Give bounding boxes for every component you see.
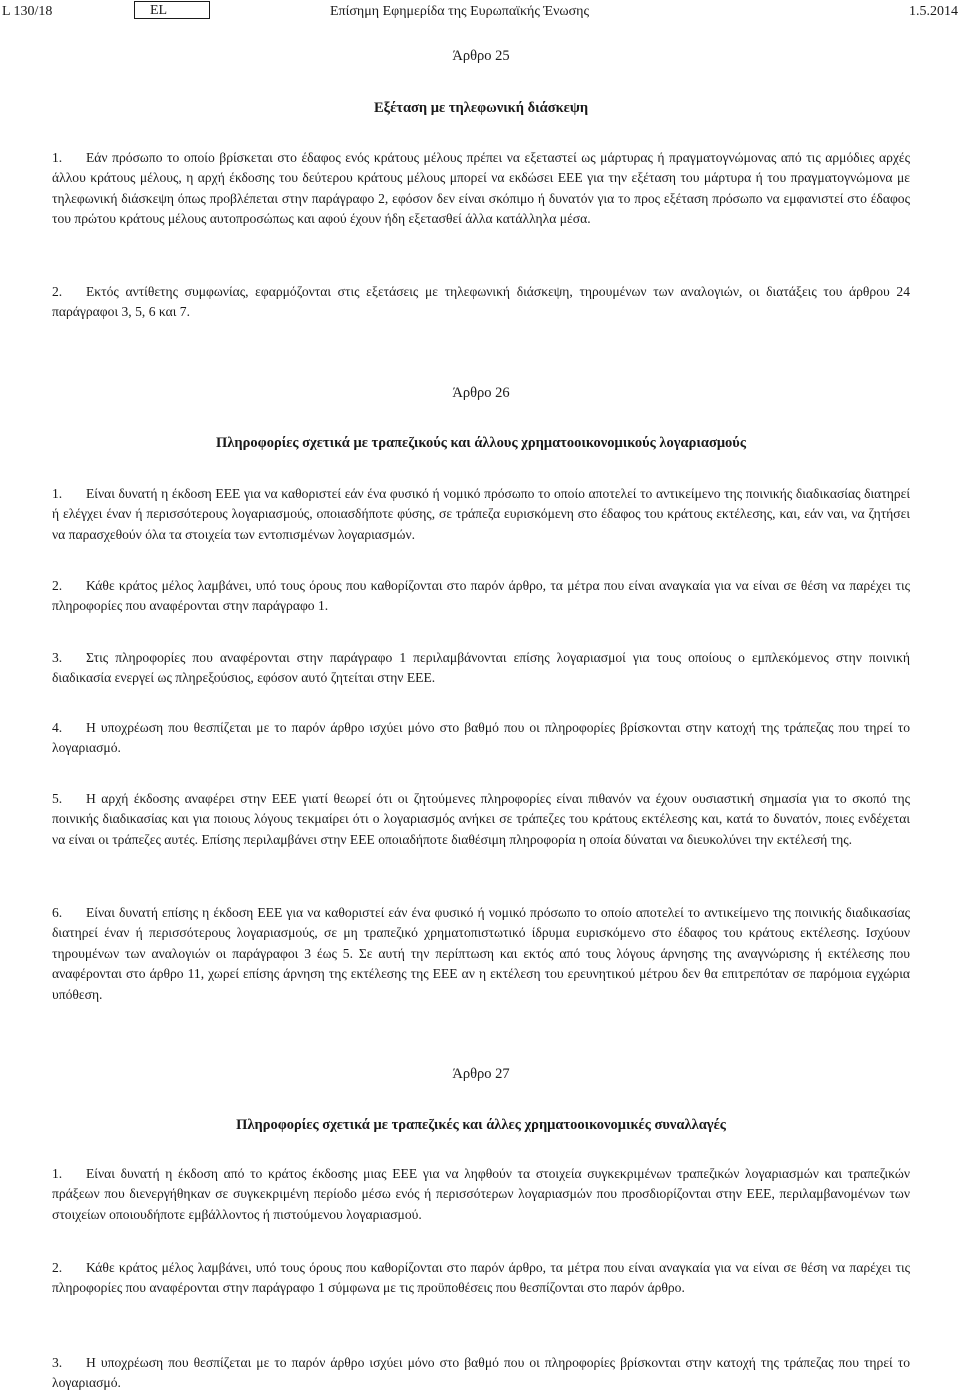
paragraph-number: 3.: [52, 650, 63, 665]
article-27-title: Άρθρο 27: [452, 1066, 510, 1082]
article-27-paragraph-1: [52, 1164, 910, 1225]
paragraph-number: 2.: [52, 578, 63, 593]
article-26-title: Άρθρο 26: [452, 385, 510, 401]
paragraph-text: Η αρχή έκδοσης αναφέρει στην ΕΕΕ γιατί θεωρεί ότι οι ζητούμενες πληροφορίες είναι πιθανόν να έχουν ουσιαστική σημασία για το σκοπό της ποινικής διαδικασίας και για ποιους λόγους τεκμαίρει ότι ο λογαριασμός ανήκει σε τράπεζες του κράτους εκτέλεσης και, κατά το δυνατόν, ποιες ενδέχεται να είναι οι τράπεζες αυτές. Επίσης περιλαμβάνει στην ΕΕΕ οποιαδήποτε διαθέσιμη πληροφορία η οποία δύναται να διευκολύνει την εκτέλεσή της.: [52, 791, 910, 847]
article-26-paragraph-4: [52, 718, 910, 759]
paragraph-text: Στις πληροφορίες που αναφέρονται στην παράγραφο 1 περιλαμβάνονται επίσης λογαριασμοί για τους οποίους ο εμπλεκόμενος στην ποινική διαδικασία ενεργεί ως πληρεξούσιος, εφόσον αυτό ζητείται στην ΕΕΕ.: [52, 650, 910, 686]
language-box: EL: [134, 1, 210, 19]
paragraph-text: Είναι δυνατή η έκδοση ΕΕΕ για να καθοριστεί εάν ένα φυσικό ή νομικό πρόσωπο το οποίο αποτελεί το αντικείμενο της ποινικής διαδικασίας διατηρεί ή ελέγχει έναν ή περισσότερους λογαριασμούς, οποιασδήποτε φύσης, σε τράπεζα ευρισκόμενη στο έδαφος του κράτους εκτέλεσης, και, εάν ναι, να ζητήσει να παρασχεθούν όλα τα στοιχεία των εντοπισμένων λογαριασμών.: [52, 486, 910, 542]
paragraph-text: Κάθε κράτος μέλος λαμβάνει, υπό τους όρους που καθορίζονται στο παρόν άρθρο, τα μέτρα που είναι αναγκαία για να είναι σε θέση να παρέχει τις πληροφορίες που αναφέρονται στην παράγραφο 1.: [52, 578, 910, 614]
article-26-paragraph-3: [52, 648, 910, 689]
paragraph-number: 2.: [52, 1260, 63, 1275]
article-27-paragraph-2: [52, 1258, 910, 1299]
paragraph-number: 1.: [52, 486, 63, 501]
page-reference: L 130/18: [2, 4, 53, 19]
paragraph-text: Εάν πρόσωπο το οποίο βρίσκεται στο έδαφος ενός κράτους μέλους πρέπει να εξεταστεί ως μάρτυρας ή πραγματογνώμονας από τις αρμόδιες αρχές άλλου κράτους μέλους, η αρχή έκδοσης του δεύτερου κράτους μέλους μπορεί να εκδώσει ΕΕΕ για την εξέταση του μάρτυρα ή του πραγματογνώμονα με τηλεφωνική διάσκεψη όπως προβλέπεται στην παράγραφο 2, εφόσον δεν είναι σκόπιμο ή δυνατόν για το προς εξέταση πρόσωπο να εμφανιστεί στο έδαφος του πρώτου κράτους μέλους αυτοπροσώπως και αφού έχουν ήδη εξετασθεί άλλα κατάλληλα μέσα.: [52, 150, 910, 227]
paragraph-number: 6.: [52, 905, 63, 920]
article-27-heading: Πληροφορίες σχετικά με τραπεζικές και άλλες χρηματοοικονομικές συναλλαγές: [236, 1117, 726, 1133]
article-27-paragraph-3: [52, 1353, 910, 1394]
article-26-paragraph-2: [52, 576, 910, 617]
publication-date: 1.5.2014: [909, 4, 958, 19]
article-26-paragraph-5: [52, 789, 910, 850]
paragraph-number: 5.: [52, 791, 63, 806]
journal-title: Επίσημη Εφημερίδα της Ευρωπαϊκής Ένωσης: [330, 4, 590, 19]
paragraph-text: Είναι δυνατή η έκδοση από το κράτος έκδοσης μιας ΕΕΕ για να ληφθούν τα στοιχεία συγκεκριμένων τραπεζικών λογαριασμών και τραπεζικών πράξεων που διενεργήθηκαν σε συγκεκριμένη περίοδο μέσω ενός ή περισσότερων λογαριασμών που προσδιορίζονται στην ΕΕΕ, περιλαμβανομένων των στοιχείων οποιουδήποτε εμβάλλοντος ή πιστούμενου λογαριασμού.: [52, 1166, 910, 1222]
running-header: [0, 0, 960, 22]
article-25-title: Άρθρο 25: [452, 48, 510, 64]
article-26-heading: Πληροφορίες σχετικά με τραπεζικούς και άλλους χρηματοοικονομικούς λογαριασμούς: [216, 435, 746, 451]
paragraph-text: Κάθε κράτος μέλος λαμβάνει, υπό τους όρους που καθορίζονται στο παρόν άρθρο, τα μέτρα που είναι αναγκαία για να είναι σε θέση να παρέχει τις πληροφορίες που αναφέρονται στην παράγραφο 1 σύμφωνα με τις προϋποθέσεις που θεσπίζονται στο παρόν άρθρο.: [52, 1260, 910, 1296]
paragraph-number: 1.: [52, 1166, 63, 1181]
article-25-heading: Εξέταση με τηλεφωνική διάσκεψη: [373, 100, 589, 116]
paragraph-text: Η υποχρέωση που θεσπίζεται με το παρόν άρθρο ισχύει μόνο στο βαθμό που οι πληροφορίες βρίσκονται στην κατοχή της τράπεζας που τηρεί το λογαριασμό.: [52, 1355, 910, 1391]
paragraph-number: 3.: [52, 1355, 63, 1370]
paragraph-text: Εκτός αντίθετης συμφωνίας, εφαρμόζονται στις εξετάσεις με τηλεφωνική διάσκεψη, τηρουμένων των αναλογιών, οι διατάξεις του άρθρου 24 παράγραφοι 3, 5, 6 και 7.: [52, 284, 910, 320]
article-25-paragraph-1: [52, 148, 910, 230]
paragraph-text: Η υποχρέωση που θεσπίζεται με το παρόν άρθρο ισχύει μόνο στο βαθμό που οι πληροφορίες βρίσκονται στην κατοχή της τράπεζας που τηρεί το λογαριασμό.: [52, 720, 910, 756]
paragraph-number: 4.: [52, 720, 63, 735]
paragraph-number: 2.: [52, 284, 63, 299]
article-26-paragraph-1: [52, 484, 910, 545]
article-26-paragraph-6: [52, 903, 910, 1005]
article-25-paragraph-2: [52, 282, 910, 323]
paragraph-number: 1.: [52, 150, 63, 165]
paragraph-text: Είναι δυνατή επίσης η έκδοση ΕΕΕ για να καθοριστεί εάν ένα φυσικό ή νομικό πρόσωπο το οποίο αποτελεί το αντικείμενο της ποινικής διαδικασίας διατηρεί έναν ή περισσότερους λογαριασμούς, σε μη τραπεζικό χρηματοπιστωτικό ίδρυμα ευρισκόμενο στο έδαφος του κράτους εκτέλεσης. Ισχύουν τηρουμένων των αναλογιών οι παράγραφοι 3 έως 5. Σε αυτή την περίπτωση και εκτός από τους λόγους άρνησης της αναγνώρισης ή εκτέλεσης που αναφέρονται στο άρθρο 11, χωρεί επίσης άρνηση της εκτέλεσης της ΕΕΕ αν η εκτέλεση του ερευνητικού μέτρου δεν θα επιτρεπόταν σε παρόμοια εγχώρια υπόθεση.: [52, 905, 910, 1002]
